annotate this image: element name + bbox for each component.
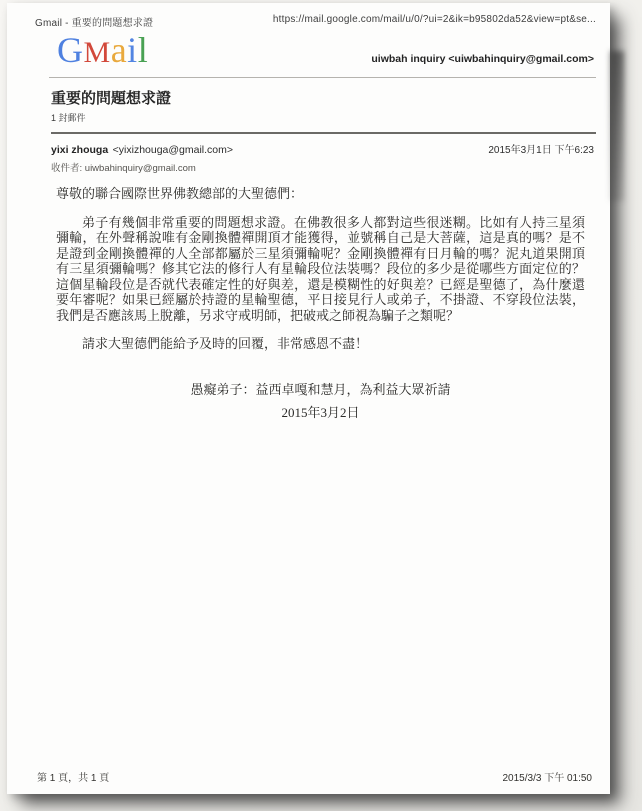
message-sender bbox=[51, 140, 233, 158]
printed-page bbox=[7, 3, 610, 794]
gmail-logo bbox=[57, 31, 148, 72]
thread-header bbox=[7, 78, 610, 127]
body-signature-date: 2015年3月2日 bbox=[281, 405, 360, 420]
thread-message-count: 1 封郵件 bbox=[51, 113, 86, 123]
gmail-logo-letter: G bbox=[57, 30, 84, 70]
print-header-title: Gmail - 重要的問題想求證 bbox=[35, 18, 154, 29]
body-signature: 愚癡弟子：益西卓嘎和慧月，為利益大眾祈請 bbox=[190, 381, 451, 397]
gmail-logo-letter: M bbox=[83, 36, 111, 69]
message-date: 2015年3月1日 下午6:23 bbox=[488, 145, 594, 156]
message-body bbox=[7, 174, 610, 421]
to-email: uiwbahinquiry@gmail.com bbox=[84, 163, 196, 174]
print-header bbox=[7, 3, 610, 29]
message-from-row bbox=[7, 134, 610, 158]
print-header-url: https://mail.google.com/mail/u/0/?ui=2&ik=b95802da52&view=pt&se... bbox=[272, 14, 596, 25]
to-label: 收件者: bbox=[51, 163, 83, 174]
thread-subject: 重要的問題想求證 bbox=[51, 90, 172, 107]
body-paragraph: 請求大聖德們能給予及時的回覆，非常感恩不盡！ bbox=[82, 336, 369, 351]
account-identity: uiwbah inquiry <uiwbahinquiry@gmail.com> bbox=[371, 53, 594, 65]
sender-name: yixi zhouga bbox=[51, 144, 109, 156]
page-edge-shadow bbox=[610, 51, 624, 201]
print-footer bbox=[7, 769, 610, 784]
message-to-row bbox=[7, 158, 610, 174]
logo-row bbox=[7, 29, 610, 77]
gmail-logo-letter: a bbox=[110, 30, 128, 70]
body-paragraph: 弟子有幾個非常重要的問題想求證。在佛教很多人都對這些很迷糊。比如有人持三星須彌輪，在外聲稱說唯有金剛換體禪開頂才能獲得，並號稱自己是大菩薩，這是真的嗎？是不是證到金剛換體禪的人全部都屬於三星須彌輪呢？金剛換體禪有日月輪的嗎？泥丸道果開頂有三星須彌輪嗎？修其它法的修行人有星輪段位法裝嗎？段位的多少是從哪些方面定位的？這個星輪段位是否就代表確定性的好與差，還是模糊性的好與差？已經是聖德了，為什麼還要年審呢？如果已經屬於持證的星輪聖德，平日接見行人或弟子，不掛證、不穿段位法裝，我們是否應該馬上脫離，另求守戒明師，把破戒之師視為騙子之類呢？ bbox=[56, 214, 585, 323]
gmail-logo-letter: i bbox=[127, 30, 138, 70]
sender-email: <yixizhouga@gmail.com> bbox=[112, 144, 234, 156]
body-salutation: 尊敬的聯合國際世界佛教總部的大聖德們： bbox=[56, 186, 304, 201]
footer-print-timestamp: 2015/3/3 下午 01:50 bbox=[502, 773, 592, 784]
gmail-logo-letter: l bbox=[137, 30, 149, 70]
footer-page-info: 第 1 頁，共 1 頁 bbox=[37, 773, 110, 784]
